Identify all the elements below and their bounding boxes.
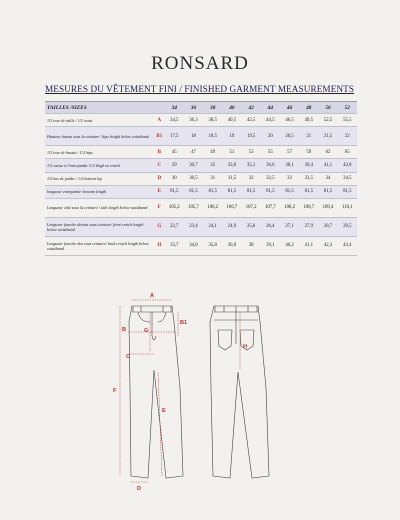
- table-row: [45, 146, 357, 159]
- measurement-value: 33,7: [165, 236, 184, 255]
- measurement-value: 33: [280, 172, 299, 185]
- measurement-value: 51: [222, 146, 241, 159]
- measurement-value: 43,4: [338, 236, 357, 255]
- size-header-cell: 40: [222, 102, 241, 114]
- measurement-value: 41,1: [299, 236, 318, 255]
- table-row: [45, 236, 357, 255]
- measurement-value: 32,5: [261, 172, 280, 185]
- measurement-value: 33,6: [222, 159, 241, 172]
- measurement-value: 38,5: [203, 114, 222, 127]
- measurement-value: 81,5: [318, 185, 337, 198]
- measurement-value: 108,2: [280, 198, 299, 217]
- measurement-value: 65: [338, 146, 357, 159]
- diagram-label-b1: B1: [180, 320, 188, 326]
- table-row: [45, 172, 357, 185]
- measurement-value: 106,2: [203, 198, 222, 217]
- measurement-value: 59: [299, 146, 318, 159]
- size-header-row: [45, 102, 357, 114]
- diagram-label-b: B: [122, 327, 127, 333]
- measurement-code: B1: [154, 127, 165, 146]
- measurement-value: 17,5: [165, 127, 184, 146]
- measurement-value: 32: [203, 159, 222, 172]
- diagram-label-g: G: [144, 328, 149, 334]
- measurement-value: 62: [318, 146, 337, 159]
- measurement-value: 27,9: [299, 217, 318, 236]
- measurement-value: 81,5: [242, 185, 261, 198]
- diagram-label-a: A: [150, 293, 155, 299]
- measurement-value: 21,5: [318, 127, 337, 146]
- size-header-cell: 48: [299, 102, 318, 114]
- measurement-description: Longueur fourche dos sous ceinture/ back crotch length below waistband: [45, 236, 154, 255]
- measurement-value: 55,5: [338, 114, 357, 127]
- measurement-value: 108,7: [299, 198, 318, 217]
- measurement-value: 20: [261, 127, 280, 146]
- table-row: [45, 185, 357, 198]
- measurement-value: 21: [299, 127, 318, 146]
- brand-logo: RONSARD: [151, 53, 249, 74]
- measurement-value: 28,7: [318, 217, 337, 236]
- measurement-value: 30,7: [184, 159, 203, 172]
- size-header-cell: 42: [242, 102, 261, 114]
- measurement-value: 36,6: [261, 159, 280, 172]
- measurement-value: 105,7: [184, 198, 203, 217]
- measurement-code: D: [154, 172, 165, 185]
- measurement-description: Longueur fourche devant sous ceinture/ front crotch length below waistband: [45, 217, 154, 236]
- measurement-value: 110,1: [338, 198, 357, 217]
- size-header-cell: 46: [280, 102, 299, 114]
- measurement-value: 41,1: [318, 159, 337, 172]
- measurement-value: 34,5: [338, 172, 357, 185]
- measurement-description: 1/2 tour de bassin / 1/2 hips: [45, 146, 154, 159]
- measurement-value: 31,5: [222, 172, 241, 185]
- size-header-cell: 34: [165, 102, 184, 114]
- measurement-value: 40,2: [280, 236, 299, 255]
- measurement-value: 45: [165, 146, 184, 159]
- measurement-value: 81,5: [299, 185, 318, 198]
- measurement-value: 30: [165, 172, 184, 185]
- measurement-value: 32: [242, 172, 261, 185]
- diagram-label-e: E: [162, 408, 166, 414]
- measurement-value: 46,5: [280, 114, 299, 127]
- measurement-value: 81,5: [165, 185, 184, 198]
- measurement-value: 25,6: [242, 217, 261, 236]
- measurement-value: 29,5: [338, 217, 357, 236]
- measurement-value: 55: [261, 146, 280, 159]
- measurement-value: 40,5: [222, 114, 241, 127]
- measurement-code: E: [154, 185, 165, 198]
- size-header-cell: 50: [318, 102, 337, 114]
- diagram-label-c: C: [126, 354, 131, 360]
- measurement-value: 42,3: [318, 236, 337, 255]
- sizes-header-label: TAILLES /SIZES: [45, 102, 165, 114]
- measurement-value: 81,5: [184, 185, 203, 198]
- measurement-value: 81,5: [280, 185, 299, 198]
- measurement-value: 107,2: [242, 198, 261, 217]
- measurement-value: 36,9: [222, 236, 241, 255]
- measurement-code: H: [154, 236, 165, 255]
- measurement-value: 34: [318, 172, 337, 185]
- size-header-cell: 38: [203, 102, 222, 114]
- measurement-value: 109,4: [318, 198, 337, 217]
- measurement-code: F: [154, 198, 165, 217]
- measurement-value: 49,5: [299, 114, 318, 127]
- measurement-value: 81,5: [222, 185, 241, 198]
- measurement-description: 1/2 cuisse à l'entrejambe /1/2 thigh at crotch: [45, 159, 154, 172]
- page-title: MESURES DU VÊTEMENT FINI / FINISHED GARMENT MEASUREMENTS: [45, 84, 355, 94]
- measurement-description: 1/2 tour de taille / 1/2 waist: [45, 114, 154, 127]
- measurement-value: 42,5: [242, 114, 261, 127]
- measurement-value: 106,7: [222, 198, 241, 217]
- measurement-value: 31: [203, 172, 222, 185]
- table-body: [45, 114, 357, 256]
- measurement-value: 24,1: [203, 217, 222, 236]
- measurement-value: 38: [242, 236, 261, 255]
- measurement-value: 19,5: [242, 127, 261, 146]
- measurement-value: 23,4: [184, 217, 203, 236]
- measurement-value: 27,1: [280, 217, 299, 236]
- size-header-cell: 36: [184, 102, 203, 114]
- measurement-value: 36,3: [184, 114, 203, 127]
- measurement-value: 26,4: [261, 217, 280, 236]
- garment-diagram: [110, 292, 290, 492]
- measurement-value: 29: [165, 159, 184, 172]
- measurement-value: 24,9: [222, 217, 241, 236]
- diagram-label-f: F: [113, 388, 117, 394]
- measurement-value: 49: [203, 146, 222, 159]
- size-header-cell: 52: [338, 102, 357, 114]
- measurement-value: 34,5: [165, 114, 184, 127]
- measurement-value: 19: [222, 127, 241, 146]
- measurement-value: 39,4: [299, 159, 318, 172]
- measurement-value: 105,2: [165, 198, 184, 217]
- measurement-description: Hauteur bassin sous la ceinture / hips height below waistband: [45, 127, 154, 146]
- measurement-description: longueur entrejambe /inseam length: [45, 185, 154, 198]
- measurement-value: 47: [184, 146, 203, 159]
- measurement-code: B: [154, 146, 165, 159]
- measurement-value: 39,1: [261, 236, 280, 255]
- measurement-value: 53: [242, 146, 261, 159]
- measurement-value: 57: [280, 146, 299, 159]
- measurement-description: 1/2 bas de jambe / 1/2 bottom leg: [45, 172, 154, 185]
- diagram-label-h: H: [243, 344, 248, 350]
- table-row: [45, 217, 357, 236]
- measurements-table: [45, 101, 357, 256]
- measurement-value: 42,8: [338, 159, 357, 172]
- measurement-description: Longueur côté sous la ceinture / side length below waistband: [45, 198, 154, 217]
- measurement-value: 33,5: [299, 172, 318, 185]
- measurement-value: 44,5: [261, 114, 280, 127]
- measurement-code: G: [154, 217, 165, 236]
- measurement-value: 107,7: [261, 198, 280, 217]
- measurement-value: 52,5: [318, 114, 337, 127]
- measurement-value: 22,7: [165, 217, 184, 236]
- measurement-value: 20,5: [280, 127, 299, 146]
- measurement-value: 18: [184, 127, 203, 146]
- measurement-value: 38,1: [280, 159, 299, 172]
- table-row: [45, 159, 357, 172]
- measurement-value: 81,5: [203, 185, 222, 198]
- measurement-code: C: [154, 159, 165, 172]
- measurement-value: 35,1: [242, 159, 261, 172]
- measurement-value: 18,5: [203, 127, 222, 146]
- diagram-label-d: D: [137, 486, 142, 492]
- measurement-code: A: [154, 114, 165, 127]
- table-row: [45, 127, 357, 146]
- measurement-value: 35,8: [203, 236, 222, 255]
- measurement-value: 81,5: [261, 185, 280, 198]
- measurement-value: 30,5: [184, 172, 203, 185]
- measurement-value: 22: [338, 127, 357, 146]
- table-row: [45, 198, 357, 217]
- measurement-value: 81,5: [338, 185, 357, 198]
- back-view-drawing: [210, 306, 269, 478]
- measurement-value: 34,8: [184, 236, 203, 255]
- table-row: [45, 114, 357, 127]
- size-header-cell: 44: [261, 102, 280, 114]
